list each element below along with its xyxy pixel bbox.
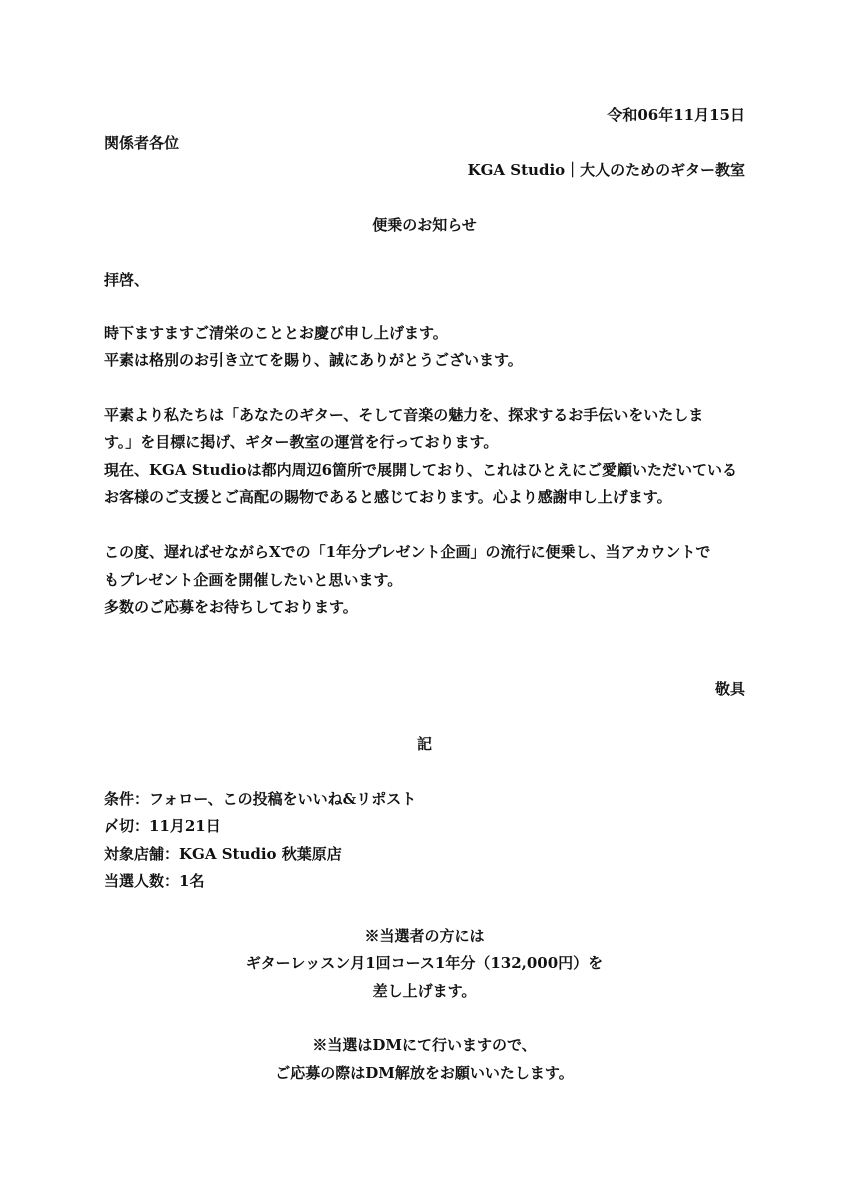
letter-date: 令和06年11月15日 — [607, 106, 745, 124]
condition-line: 条件：フォロー、この投稿をいいね&リポスト — [104, 790, 417, 808]
dm-note-line: ※当選はDMにて行いますので、 — [312, 1036, 537, 1054]
intro-line: す。」を目標に掲げ、ギター教室の運営を行っております。 — [104, 433, 499, 451]
condition-line: 〆切：11月21日 — [104, 817, 221, 835]
condition-line: 対象店舗：KGA Studio 秋葉原店 — [104, 845, 342, 863]
prize-note-line: ギターレッスン月1回コース1年分（132,000円）を — [245, 954, 604, 972]
prize-note-line: ※当選者の方には — [364, 927, 485, 945]
letter-opening: 拝啓、 — [104, 271, 150, 289]
letter-title: 便乗のお知らせ — [372, 216, 477, 234]
announcement-line: もプレゼント企画を開催したいと思います。 — [104, 571, 403, 589]
intro-line: 現在、KGA Studioは都内周辺6箇所で展開しており、これはひとえにご愛顧いただいている — [104, 461, 738, 479]
record-heading: 記 — [416, 735, 432, 753]
greeting-line: 平素は格別のお引き立てを賜り、誠にありがとうございます。 — [104, 351, 523, 369]
dm-note-line: ご応募の際はDM解放をお願いいたします。 — [275, 1064, 574, 1082]
prize-note-line: 差し上げます。 — [372, 982, 477, 1000]
intro-line: 平素より私たちは「あなたのギター、そして音楽の魅力を、探求するお手伝いをいたしま — [104, 406, 704, 424]
letter-recipient: 関係者各位 — [104, 134, 180, 152]
greeting-line: 時下ますますご清栄のこととお慶び申し上げます。 — [104, 324, 448, 342]
condition-line: 当選人数：1名 — [104, 872, 205, 890]
announcement-line: 多数のご応募をお待ちしております。 — [104, 598, 358, 616]
letter-sender: KGA Studio｜大人のためのギター教室 — [467, 161, 745, 179]
announcement-line: この度、遅ればせながらXでの「1年分プレゼント企画」の流行に便乗し、当アカウントで — [104, 543, 711, 561]
intro-line: お客様のご支援とご高配の賜物であると感じております。心より感謝申し上げます。 — [104, 488, 672, 506]
letter-closing: 敬具 — [714, 680, 745, 698]
